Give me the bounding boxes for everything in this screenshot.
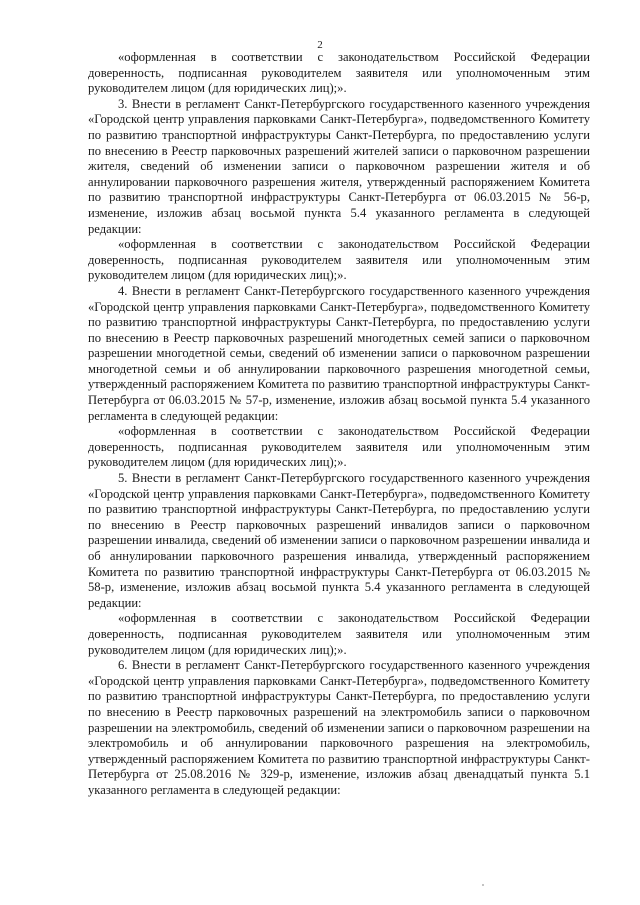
amendment-item-5: 5. Внести в регламент Санкт-Петербургского государственного казенного учреждения «Городской центр управления парковками Санкт-Петербурга», подведомственного Комитету по развитию транспортной инфраструктуры Санкт-Петербурга, по предоставлению услуги по внесению в Реестр парковочных разрешений инвалидов записи о парковочном разрешении инвалида, сведений об изменении записи о парковочном разрешении инвалида и об аннулировании парковочного разрешения инвалида, утвержденный распоряжением Комитета по развитию транспортной инфраструктуры Санкт-Петербурга от 06.03.2015 № 58-р, изменение, изложив абзац восьмой пункта 5.4 указанного регламента в следующей редакции: (88, 471, 590, 610)
amendment-item-3: 3. Внести в регламент Санкт-Петербургского государственного казенного учреждения «Городской центр управления парковками Санкт-Петербурга», подведомственного Комитету по развитию транспортной инфраструктуры Санкт-Петербурга, по предоставлению услуги по внесению в Реестр парковочных разрешений жителей записи о парковочном разрешении жителя, сведений об изменении записи о парковочном разрешении жителя и об аннулировании парковочного разрешения жителя, утвержденный распоряжением Комитета по развитию транспортной инфраструктуры Санкт-Петербурга от 06.03.2015 № 56-р, изменение, изложив абзац восьмой пункта 5.4 указанного регламента в следующей редакции: (88, 96, 590, 236)
quoted-amendment-text: «оформленная в соответствии с законодательством Российской Федерации доверенность, подписанная руководителем заявителя или уполномоченным этим руководителем лицом (для юридических лиц);». (88, 50, 590, 96)
document-body (88, 50, 590, 799)
quoted-amendment-text: «оформленная в соответствии с законодательством Российской Федерации доверенность, подписанная руководителем заявителя или уполномоченным этим руководителем лицом (для юридических лиц);». (88, 424, 590, 470)
amendment-item-4: 4. Внести в регламент Санкт-Петербургского государственного казенного учреждения «Городской центр управления парковками Санкт-Петербурга», подведомственного Комитету по развитию транспортной инфраструктуры Санкт-Петербурга, по предоставлению услуги по внесению в Реестр парковочных разрешений многодетных семей записи о парковочном разрешении многодетной семьи, сведений об изменении записи о парковочном разрешении многодетной семьи и об аннулировании парковочного разрешения многодетной семьи, утвержденный распоряжением Комитета по развитию транспортной инфраструктуры Санкт-Петербурга от 06.03.2015 № 57-р, изменение, изложив абзац восьмой пункта 5.4 указанного регламента в следующей редакции: (88, 283, 590, 423)
page-number: 2 (317, 39, 323, 51)
quoted-amendment-text: «оформленная в соответствии с законодательством Российской Федерации доверенность, подписанная руководителем заявителя или уполномоченным этим руководителем лицом (для юридических лиц);». (88, 611, 590, 657)
quoted-amendment-text: «оформленная в соответствии с законодательством Российской Федерации доверенность, подписанная руководителем заявителя или уполномоченным этим руководителем лицом (для юридических лиц);». (88, 237, 590, 283)
amendment-item-6: 6. Внести в регламент Санкт-Петербургского государственного казенного учреждения «Городской центр управления парковками Санкт-Петербурга», подведомственного Комитету по развитию транспортной инфраструктуры Санкт-Петербурга, по предоставлению услуги по внесению в Реестр парковочных разрешений на электромобиль записи о парковочном разрешении на электромобиль, сведений об изменении записи о парковочном разрешении на электромобиль и об аннулировании парковочного разрешения на электромобиль, утвержденный распоряжением Комитета по развитию транспортной инфраструктуры Санкт-Петербурга от 25.08.2016 № 329-р, изменение, изложив абзац двенадцатый пункта 5.1 указанного регламента в следующей редакции: (88, 658, 590, 797)
scan-speck (482, 884, 484, 886)
